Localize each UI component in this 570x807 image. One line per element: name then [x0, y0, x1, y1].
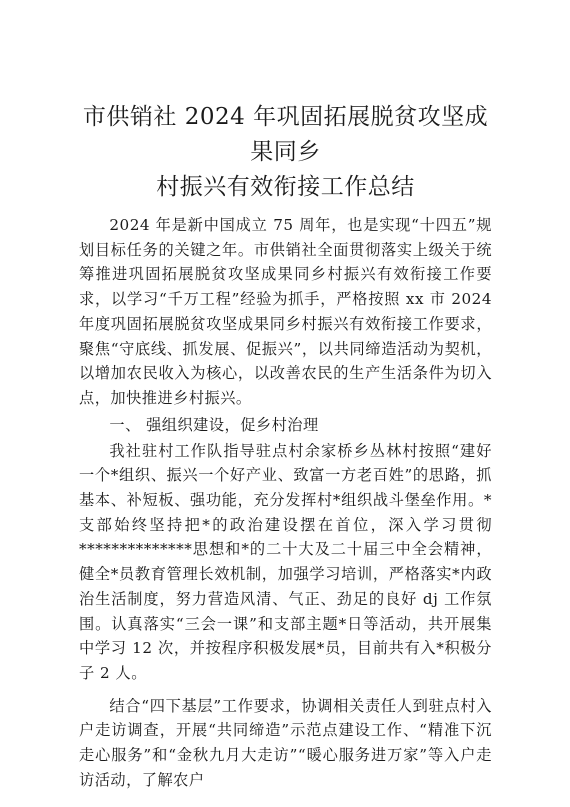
document-title-line-2: 村振兴有效衔接工作总结 [156, 174, 415, 200]
section-1-heading: 一、 强组织建设，促乡村治理 [109, 415, 319, 434]
section-1-paragraph-2: 结合“四下基层”工作要求，协调相关责任人到驻点村入户走访调查，开展“共同缔造”示范点建设工作、“精准下沉走心服务”和“金秋九月大走访”“暖心服务进万家”等入户走访活动，了解农户 [79, 696, 492, 789]
intro-paragraph: 2024 年是新中国成立 75 周年，也是实现“十四五”规划目标任务的关键之年。市供销社全面贯彻落实上级关于统筹推进巩固拓展脱贫攻坚成果同乡村振兴有效衔接工作要求，以学习“千万工程”经验为抓手，严格按照 xx 市 2024 年度巩固拓展脱贫攻坚成果同乡村振兴有效衔接工作要求，聚焦“守底线、抓发展、促振兴”，以共同缔造活动为契机，以增加农民收入为核心，以改善农民的生产生活条件为切入点，加快推进乡村振兴。 [79, 216, 492, 407]
section-1-paragraph-1: 我社驻村工作队指导驻点村余家桥乡丛林村按照“建好一个*组织、振兴一个好产业、致富一方老百姓”的思路，抓基本、补短板、强功能，充分发挥村*组织战斗堡垒作用。*支部始终坚持把*的政治建设摆在首位，深入学习贯彻**************思想和*的二十大及二十届三中全会精神，健全*员教育管理长效机制，加强学习培训，严格落实*内政治生活制度，努力营造风清、气正、劲足的良好 dj 工作氛围。认真落实“三会一课”和支部主题*日等活动，共开展集中学习 12 次，并按程序积极发展*员，目前共有入*积极分子 2 人。 [79, 441, 492, 682]
document-title-line-1: 市供销社 2024 年巩固拓展脱贫攻坚成果同乡 [82, 104, 489, 165]
document-title [79, 100, 492, 205]
